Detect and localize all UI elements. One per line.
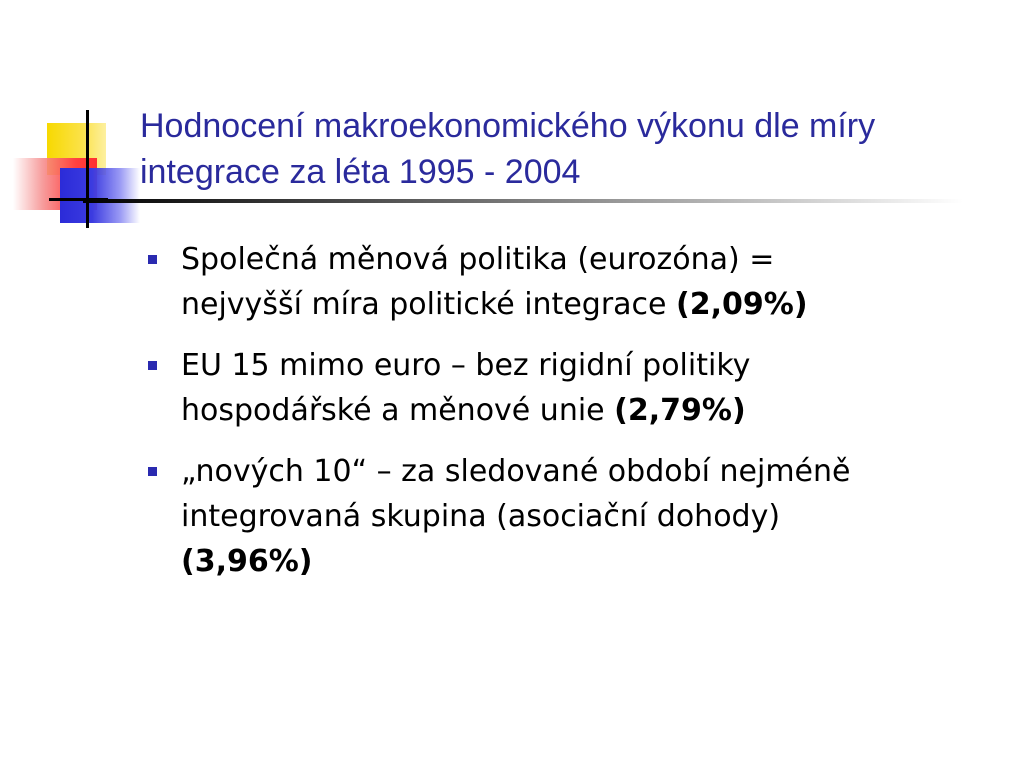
square-bullet-icon — [148, 255, 157, 264]
title-divider — [83, 199, 963, 203]
logo-blue-square — [60, 168, 140, 223]
bullet-text-line: integrovaná skupina (asociační dohody) — [181, 499, 781, 534]
logo-vertical-line — [86, 110, 89, 228]
bullet-item-new10 — [140, 449, 1000, 584]
bullet-text-line: Společná měnová politika (eurozóna) = — [181, 242, 775, 277]
bullet-value: (3,96%) — [181, 544, 313, 579]
bullet-text-line: „nových 10“ – za sledované období nejméně — [181, 454, 851, 489]
slide-title — [140, 103, 1000, 195]
title-line-1: Hodnocení makroekonomického výkonu dle míry — [140, 107, 876, 145]
bullet-text-line: EU 15 mimo euro – bez rigidní politiky — [181, 348, 751, 383]
bullet-text-line — [181, 282, 1000, 327]
bullet-item-eu15 — [140, 343, 1000, 433]
bullet-text-line — [181, 388, 1000, 433]
bullet-list — [140, 237, 1000, 600]
title-line-2: integrace za léta 1995 - 2004 — [140, 153, 581, 191]
bullet-value: (2,79%) — [614, 393, 746, 428]
bullet-value: (2,09%) — [676, 287, 808, 322]
bullet-text: hospodářské a měnové unie — [181, 393, 605, 428]
bullet-text: nejvyšší míra politické integrace — [181, 287, 667, 322]
square-bullet-icon — [148, 467, 157, 476]
bullet-item-eurozone — [140, 237, 1000, 327]
square-bullet-icon — [148, 361, 157, 370]
